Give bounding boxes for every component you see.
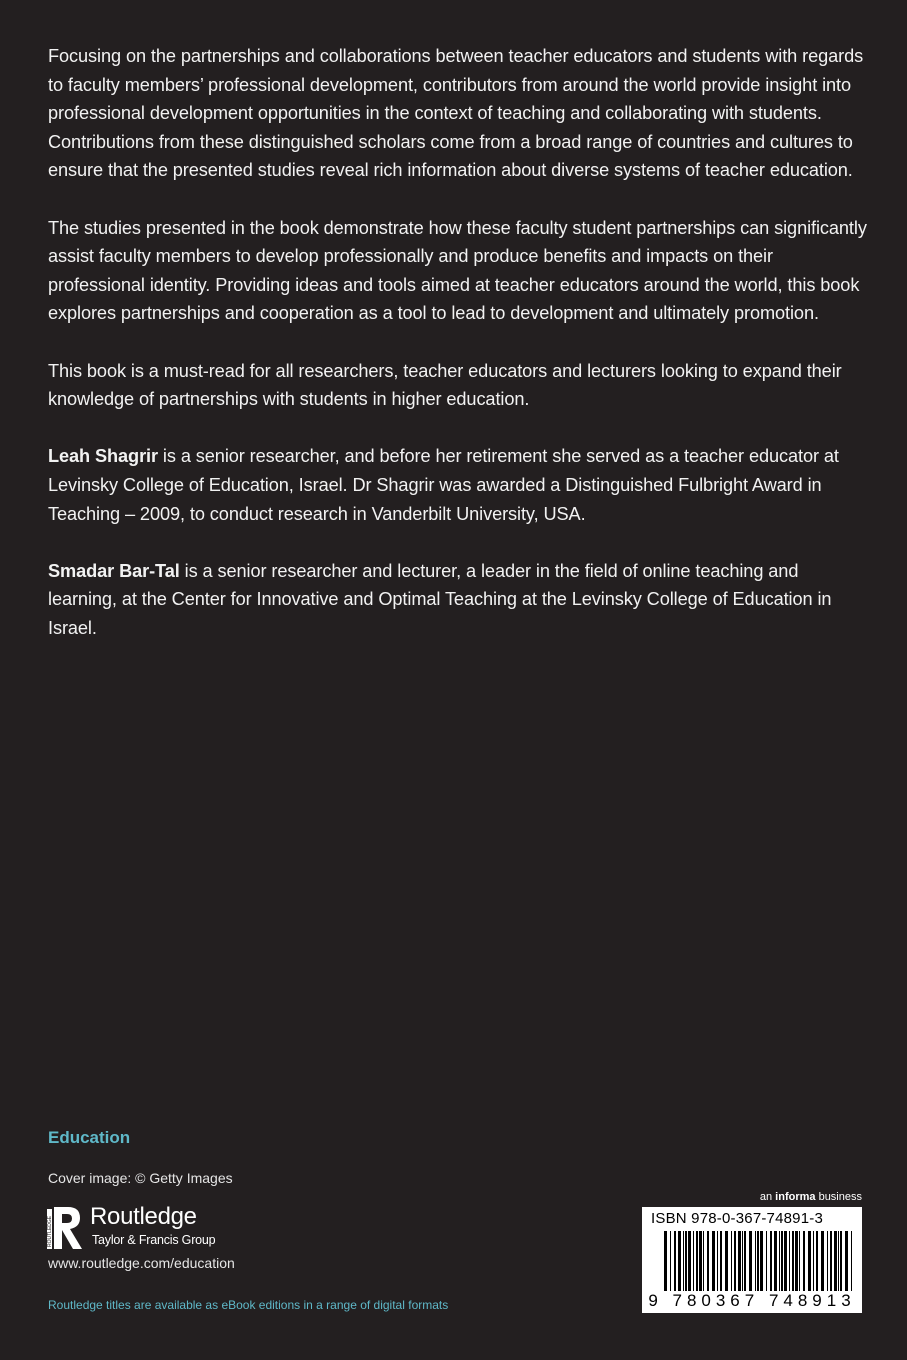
- logo-vertical-text: ROUTLEDGE: [47, 1215, 53, 1247]
- publisher-url[interactable]: www.routledge.com/education: [48, 1255, 235, 1271]
- cover-credit: Cover image: © Getty Images: [48, 1170, 233, 1186]
- author-bio-bar-tal: [48, 557, 868, 643]
- subject-category: Education: [48, 1128, 131, 1147]
- isbn-barcode: [642, 1207, 862, 1313]
- barcode-digits: 9 780367 748913: [648, 1291, 856, 1310]
- routledge-logo-icon: [46, 1203, 86, 1253]
- informa-brand: informa: [775, 1191, 816, 1203]
- author-bio-text: is a senior researcher, and before her retirement she served as a teacher educator at Levinsky College of Education, Israel. Dr Shagrir was awarded a Distinguished Fulbright Award in Teaching – 2009, to conduct research in Vanderbilt University, USA.: [48, 446, 839, 524]
- routledge-logo: [46, 1203, 246, 1253]
- author-name: Leah Shagrir: [48, 446, 158, 467]
- informa-suffix: business: [815, 1191, 862, 1203]
- blurb-paragraph: This book is a must-read for all researchers, teacher educators and lecturers looking to expand their knowledge of partnerships with students in higher education.: [48, 360, 842, 410]
- author-name: Smadar Bar-Tal: [48, 560, 180, 581]
- back-cover-blurb: [48, 42, 868, 671]
- publisher-name: Routledge: [90, 1203, 197, 1230]
- publisher-group: Taylor & Francis Group: [92, 1233, 216, 1247]
- informa-prefix: an: [759, 1191, 776, 1203]
- isbn-number: ISBN 978-0-367-74891-3: [651, 1210, 824, 1227]
- blurb-paragraph: The studies presented in the book demonstrate how these faculty student partnerships can significantly assist faculty members to develop professionally and produce benefits and impacts on their professional identity. Providing ideas and tools aimed at teacher educators around the world, this book explores partnerships and cooperation as a tool to lead to development and ultimately promotion.: [48, 217, 867, 324]
- informa-tagline: [760, 1191, 862, 1203]
- author-bio-text: is a senior researcher and lecturer, a leader in the field of online teaching and learning, at the Center for Innovative and Optimal Teaching at the Levinsky College of Education in Israel.: [48, 560, 832, 638]
- blurb-paragraph: Focusing on the partnerships and collaborations between teacher educators and students with regards to faculty members’ professional development, contributors from around the world provide insight into professional development opportunities in the context of teaching and collaborating with students. Contributions from these distinguished scholars come from a broad range of countries and cultures to ensure that the presented studies reveal rich information about diverse systems of teacher education.: [48, 46, 864, 181]
- author-bio-shagrir: [48, 442, 868, 528]
- ebook-note: Routledge titles are available as eBook editions in a range of digital formats: [48, 1298, 449, 1312]
